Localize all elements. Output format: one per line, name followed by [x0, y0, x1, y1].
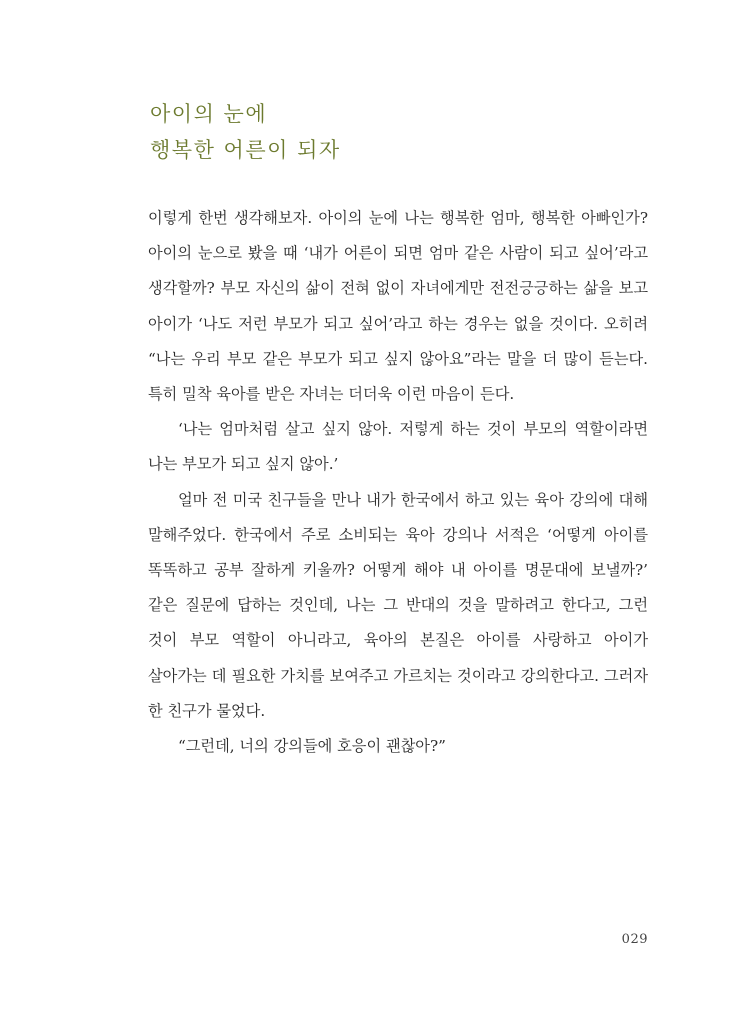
paragraph-1: 이렇게 한번 생각해보자. 아이의 눈에 나는 행복한 엄마, 행복한 아빠인가? 아이의 눈으로 봤을 때 ‘내가 어른이 되면 엄마 같은 사람이 되고 싶어’라고 생각할까? 부모 자신의 삶이 전혀 없이 자녀에게만 전전긍긍하는 삶을 보고 아이가 ‘나도 저런 부모가 되고 싶어’라고 하는 경우는 없을 것이다. 오히려 “나는 우리 부모 같은 부모가 되고 싶지 않아요”라는 말을 더 많이 듣는다. 특히 밀착 육아를 받은 자녀는 더더욱 이런 마음이 든다.	[148, 209, 648, 404]
paragraph-2: ‘나는 엄마처럼 살고 싶지 않아. 저렇게 하는 것이 부모의 역할이라면 나는 부모가 되고 싶지 않아.’	[148, 420, 648, 474]
chapter-heading-line-1: 아이의 눈에	[150, 102, 268, 126]
paragraph-4: “그런데, 너의 강의들에 호응이 괜찮아?”	[178, 737, 446, 756]
chapter-heading-line-2: 행복한 어른이 되자	[150, 138, 341, 162]
chapter-heading	[150, 96, 341, 168]
body-text	[148, 201, 648, 764]
paragraph-3: 얼마 전 미국 친구들을 만나 내가 한국에서 하고 있는 육아 강의에 대해 말해주었다. 한국에서 주로 소비되는 육아 강의나 서적은 ‘어떻게 아이를 똑똑하고 공부 잘하게 키울까? 어떻게 해야 내 아이를 명문대에 보낼까?’ 같은 질문에 답하는 것인데, 나는 그 반대의 것을 말하려고 한다고, 그런 것이 부모 역할이 아니라고, 육아의 본질은 아이를 사랑하고 아이가 살아가는 데 필요한 가치를 보여주고 가르치는 것이라고 강의한다고. 그러자 한 친구가 물었다.	[148, 490, 648, 720]
page-number: 029	[621, 932, 648, 947]
